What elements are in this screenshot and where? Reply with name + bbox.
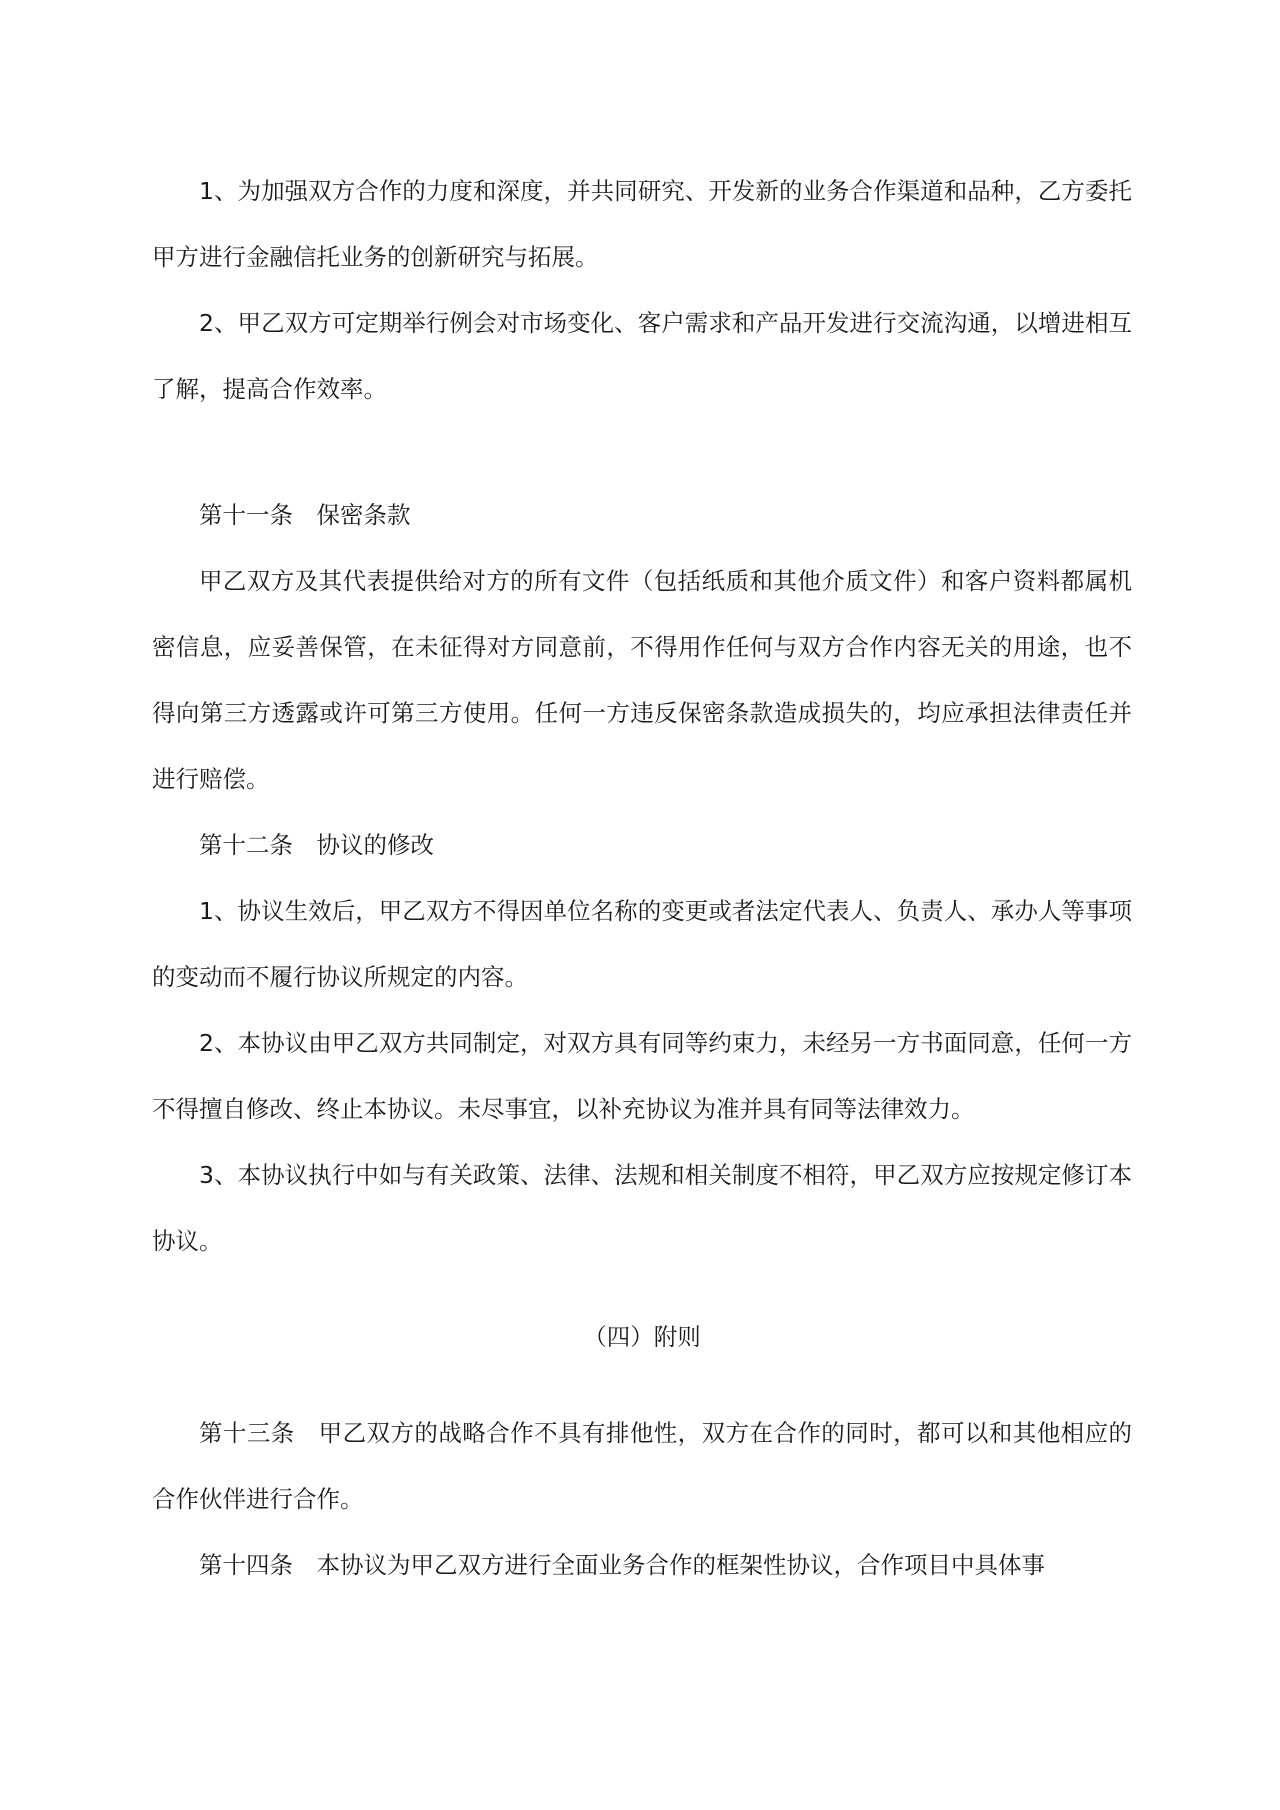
article-14: 第十四条 本协议为甲乙双方进行全面业务合作的框架性协议，合作项目中具体事: [199, 1551, 1045, 1579]
article-11-heading: 第十一条 保密条款: [199, 501, 411, 529]
spacer: [152, 1370, 1132, 1400]
article-12-item-1: 1、协议生效后，甲乙双方不得因单位名称的变更或者法定代表人、负责人、承办人等事项的变动而不履行协议所规定的内容。: [152, 897, 1132, 991]
paragraph-cooperation-research: 1、为加强双方合作的力度和深度，并共同研究、开发新的业务合作渠道和品种，乙方委托甲方进行金融信托业务的创新研究与拓展。: [152, 177, 1132, 271]
article-12-item-2: 2、本协议由甲乙双方共同制定，对双方具有同等约束力，未经另一方书面同意，任何一方不得擅自修改、终止本协议。未尽事宜，以补充协议为准并具有同等法律效力。: [152, 1029, 1132, 1123]
article-13: 第十三条 甲乙双方的战略合作不具有排他性，双方在合作的同时，都可以和其他相应的合作伙伴进行合作。: [152, 1419, 1132, 1513]
spacer: [152, 422, 1132, 482]
paragraph-regular-meetings: 2、甲乙双方可定期举行例会对市场变化、客户需求和产品开发进行交流沟通，以增进相互了解，提高合作效率。: [152, 309, 1132, 403]
article-12-heading: 第十二条 协议的修改: [199, 831, 434, 859]
article-12-item-3: 3、本协议执行中如与有关政策、法律、法规和相关制度不相符，甲乙双方应按规定修订本协议。: [152, 1161, 1132, 1255]
article-11-body: 甲乙双方及其代表提供给对方的所有文件（包括纸质和其他介质文件）和客户资料都属机密信息，应妥善保管，在未征得对方同意前，不得用作任何与双方合作内容无关的用途，也不得向第三方透露或许可第三方使用。任何一方违反保密条款造成损失的，均应承担法律责任并进行赔偿。: [152, 567, 1132, 793]
document-content: [152, 158, 1132, 1598]
section-title-appendix: （四）附则: [583, 1323, 701, 1351]
spacer: [152, 1274, 1132, 1304]
